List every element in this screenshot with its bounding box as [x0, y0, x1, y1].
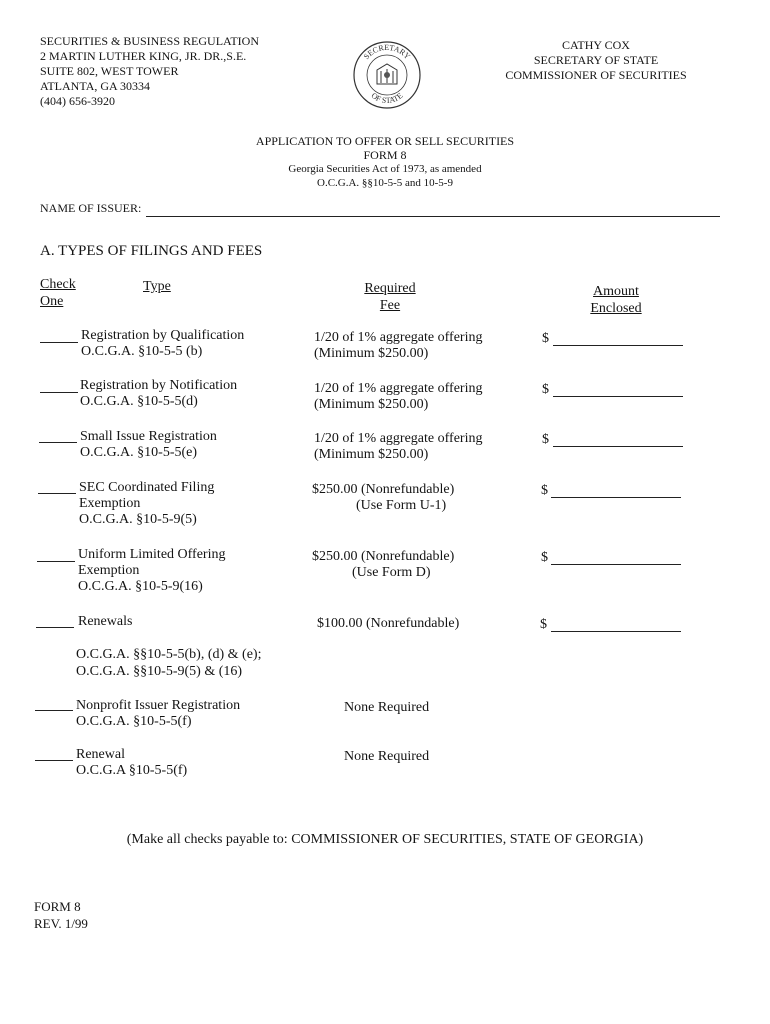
- amount-field[interactable]: [553, 396, 683, 397]
- footer-rev: REV. 1/99: [34, 916, 88, 931]
- official-line: SECRETARY OF STATE: [533, 53, 659, 67]
- svg-text:OF STATE: [370, 91, 405, 105]
- address-line: 2 MARTIN LUTHER KING, JR. DR.,S.E.: [40, 49, 247, 63]
- agency-address: [40, 34, 259, 109]
- filing-type: Small Issue Registration O.C.G.A. §10-5-5(e): [80, 429, 217, 460]
- address-line: SUITE 802, WEST TOWER: [40, 64, 179, 78]
- filing-fee: None Required: [344, 749, 430, 764]
- secretary-block: [486, 38, 706, 83]
- svg-text:SECRETARY: [362, 43, 412, 61]
- filing-type: Uniform Limited Offering Exemption O.C.G.A. §10-5-9(16): [78, 547, 226, 594]
- filing-type: Registration by Notification O.C.G.A. §10-5-5(d): [80, 378, 238, 409]
- payable-note: (Make all checks payable to: COMMISSIONER OF SECURITIES, STATE OF GEORGIA): [126, 832, 644, 847]
- amount-column-header: Amount Enclosed: [590, 284, 642, 316]
- renewals-citation: O.C.G.A. §§10-5-5(b), (d) & (e); O.C.G.A. §§10-5-9(5) & (16): [76, 647, 262, 679]
- amount-field[interactable]: [551, 497, 681, 498]
- amount-dollar: $: [541, 483, 548, 498]
- amount-field[interactable]: [551, 631, 681, 632]
- filing-fee: $250.00 (Nonrefundable) (Use Form U-1): [312, 482, 455, 513]
- filing-fee: 1/20 of 1% aggregate offering (Minimum $250.00): [314, 381, 483, 412]
- footer-form: FORM 8: [34, 899, 81, 914]
- official-line: CATHY COX: [562, 38, 630, 52]
- filing-type: Renewal O.C.G.A §10-5-5(f): [76, 747, 188, 778]
- code-citation: O.C.G.A. §§10-5-5 and 10-5-9: [317, 177, 453, 189]
- fee-column-header: Required Fee: [364, 281, 416, 313]
- section-title: A. TYPES OF FILINGS AND FEES: [40, 243, 263, 259]
- filing-fee: $100.00 (Nonrefundable): [317, 616, 460, 631]
- check-column-header: Check One: [40, 277, 76, 309]
- check-blank[interactable]: [38, 493, 76, 494]
- filing-fee: None Required: [344, 700, 430, 715]
- check-blank[interactable]: [37, 561, 75, 562]
- check-blank[interactable]: [35, 760, 73, 761]
- amount-dollar: $: [542, 432, 549, 447]
- address-line: ATLANTA, GA 30334: [40, 79, 151, 93]
- filing-type: Renewals: [78, 614, 133, 629]
- form-title: [0, 134, 770, 190]
- check-blank[interactable]: [39, 442, 77, 443]
- address-line: (404) 656-3920: [40, 94, 115, 108]
- official-line: COMMISSIONER OF SECURITIES: [505, 68, 687, 82]
- address-line: SECURITIES & BUSINESS REGULATION: [40, 34, 260, 48]
- act-citation: Georgia Securities Act of 1973, as amended: [288, 163, 482, 175]
- filing-type: Nonprofit Issuer Registration O.C.G.A. §10-5-5(f): [76, 698, 241, 729]
- amount-field[interactable]: [551, 564, 681, 565]
- form-number: FORM 8: [363, 148, 407, 162]
- amount-field[interactable]: [553, 345, 683, 346]
- state-seal-icon: [352, 40, 422, 110]
- check-blank[interactable]: [40, 392, 78, 393]
- amount-dollar: $: [542, 331, 549, 346]
- title-line: APPLICATION TO OFFER OR SELL SECURITIES: [255, 134, 515, 148]
- seal-top-text: SECRETARY: [361, 42, 413, 62]
- form-footer: [34, 898, 88, 932]
- issuer-label: NAME OF ISSUER:: [40, 201, 142, 215]
- filing-fee: $250.00 (Nonrefundable) (Use Form D): [312, 549, 455, 580]
- type-column-header: Type: [143, 279, 171, 294]
- seal-bottom-text: OF STATE: [369, 90, 405, 106]
- amount-dollar: $: [540, 617, 547, 632]
- check-blank[interactable]: [35, 710, 73, 711]
- filing-type: SEC Coordinated Filing Exemption O.C.G.A. §10-5-9(5): [79, 480, 215, 527]
- amount-field[interactable]: [553, 446, 683, 447]
- filing-fee: 1/20 of 1% aggregate offering (Minimum $250.00): [314, 330, 483, 361]
- filing-type: Registration by Qualification O.C.G.A. §10-5-5 (b): [81, 328, 245, 359]
- check-blank[interactable]: [36, 627, 74, 628]
- check-blank[interactable]: [40, 342, 78, 343]
- amount-dollar: $: [541, 550, 548, 565]
- filing-fee: 1/20 of 1% aggregate offering (Minimum $250.00): [314, 431, 483, 462]
- amount-dollar: $: [542, 382, 549, 397]
- issuer-name-field[interactable]: [146, 216, 720, 217]
